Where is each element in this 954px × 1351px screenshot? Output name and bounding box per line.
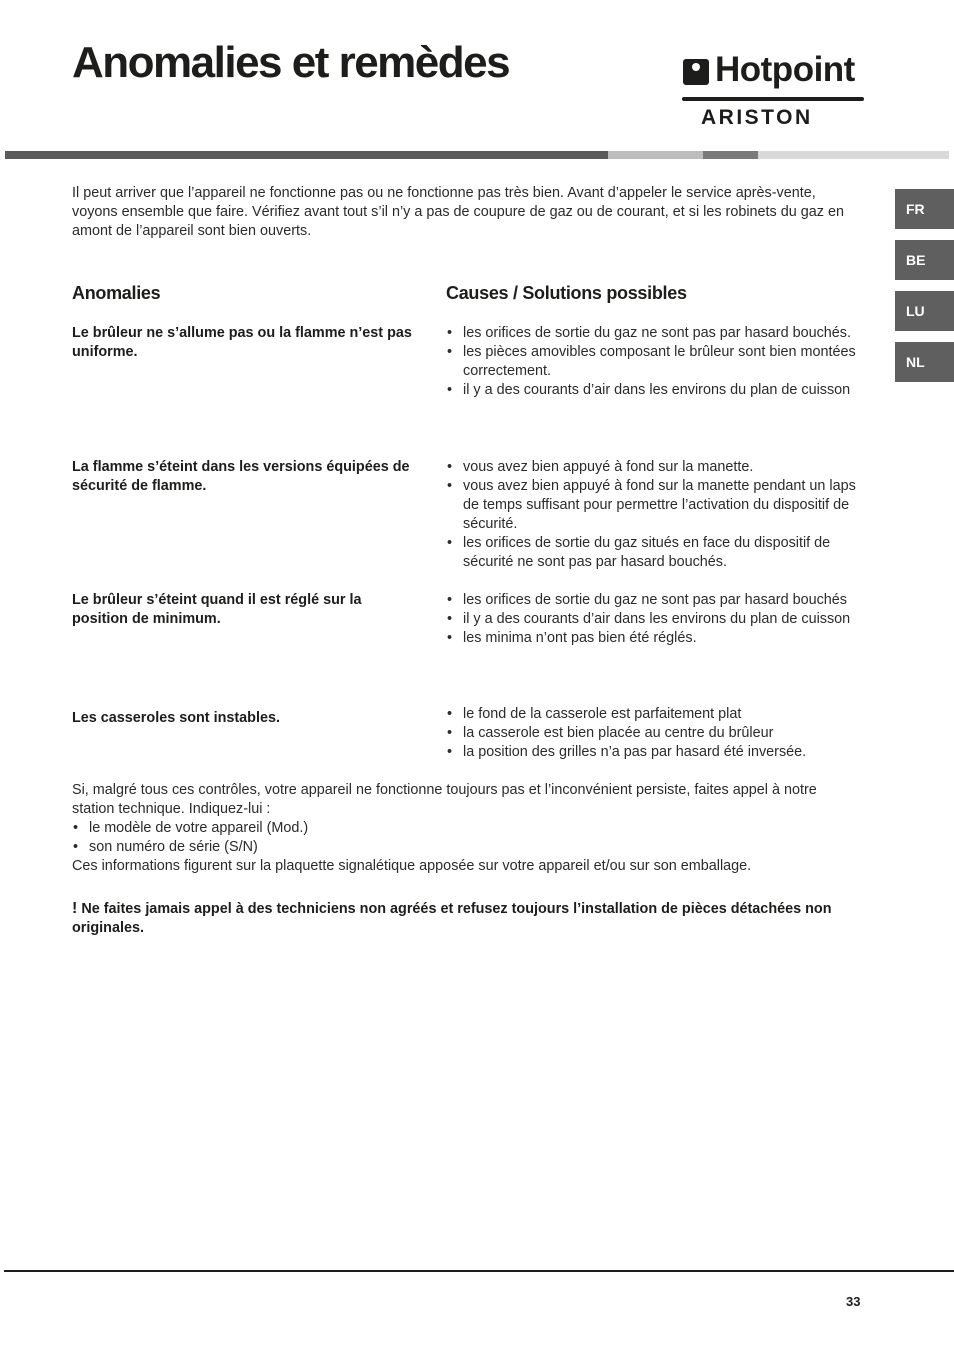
cause-item: • les orifices de sortie du gaz situés en face du dispositif de sécurité ne sont pas par hasard bouchés. <box>446 534 866 572</box>
cause-item: • vous avez bien appuyé à fond sur la manette pendant un laps de temps suffisant pour permettre l’activation du dispositif de sécurité. <box>446 477 866 534</box>
causes-list <box>446 591 866 648</box>
outro-item: • son numéro de série (S/N) <box>72 838 862 857</box>
footer-rule <box>4 1270 954 1272</box>
anomalies-heading: Anomalies <box>72 283 161 303</box>
cause-item: • il y a des courants d’air dans les environs du plan de cuisson <box>446 381 866 400</box>
language-tab-nl[interactable]: NL <box>895 342 954 382</box>
hotpoint-logo-icon <box>683 59 709 85</box>
header-band-dark <box>5 151 608 159</box>
cause-item: • les minima n’ont pas bien été réglés. <box>446 629 866 648</box>
anomaly-item: Le brûleur s’éteint quand il est réglé sur la position de minimum. <box>72 592 362 628</box>
warning-icon: ! <box>72 900 78 917</box>
causes-heading: Causes / Solutions possibles <box>446 283 687 303</box>
anomaly-item: Les casseroles sont instables. <box>72 710 280 726</box>
cause-item: • les orifices de sortie du gaz ne sont pas par hasard bouchés <box>446 591 866 610</box>
header-band-mid <box>703 151 758 159</box>
outro-lead: Si, malgré tous ces contrôles, votre appareil ne fonctionne toujours pas et l’inconvénient persiste, faites appel à notre station technique. Indiquez-lui : <box>72 782 817 818</box>
cause-item: • vous avez bien appuyé à fond sur la manette. <box>446 458 866 477</box>
cause-item: • il y a des courants d’air dans les environs du plan de cuisson <box>446 610 866 629</box>
outro-item: • le modèle de votre appareil (Mod.) <box>72 819 862 838</box>
cause-item: • les pièces amovibles composant le brûleur sont bien montées correctement. <box>446 343 866 381</box>
language-tab-fr[interactable]: FR <box>895 189 954 229</box>
page-title: Anomalies et remèdes <box>72 38 510 87</box>
cause-item: • la casserole est bien placée au centre du brûleur <box>446 724 866 743</box>
outro-section <box>72 781 862 876</box>
causes-list <box>446 458 866 573</box>
header-band-light <box>608 151 703 159</box>
brand-primary: Hotpoint <box>715 50 855 89</box>
warning-note <box>72 899 862 938</box>
intro-paragraph: Il peut arriver que l’appareil ne fonctionne pas ou ne fonctionne pas très bien. Avant d’appeler le service après-vente, voyons ensemble que faire. Vérifiez avant tout s’il n’y a pas de coupure de gaz ou de courant, et si les robinets du gaz en amont de l’appareil sont bien ouverts. <box>72 185 844 240</box>
hotpoint-ariston-logo <box>682 50 864 132</box>
language-tab-be[interactable]: BE <box>895 240 954 280</box>
anomaly-item: La flamme s’éteint dans les versions équipées de sécurité de flamme. <box>72 459 410 495</box>
outro-list <box>72 819 862 857</box>
outro-tail: Ces informations figurent sur la plaquette signalétique apposée sur votre appareil et/ou sur son emballage. <box>72 858 752 875</box>
causes-list <box>446 324 866 400</box>
header-band-pale <box>758 151 949 159</box>
language-tabs <box>895 189 954 393</box>
cause-item: • la position des grilles n’a pas par hasard été inversée. <box>446 743 866 762</box>
brand-secondary: ARISTON <box>701 106 813 129</box>
logo-rule <box>682 97 864 101</box>
language-tab-lu[interactable]: LU <box>895 291 954 331</box>
warning-text: Ne faites jamais appel à des techniciens non agréés et refusez toujours l’installation de pièces détachées non originales. <box>72 901 832 937</box>
page-number: 33 <box>846 1294 861 1309</box>
anomaly-item: Le brûleur ne s’allume pas ou la flamme n’est pas uniforme. <box>72 325 412 361</box>
causes-list <box>446 705 866 762</box>
cause-item: • les orifices de sortie du gaz ne sont pas par hasard bouchés. <box>446 324 866 343</box>
cause-item: • le fond de la casserole est parfaitement plat <box>446 705 866 724</box>
